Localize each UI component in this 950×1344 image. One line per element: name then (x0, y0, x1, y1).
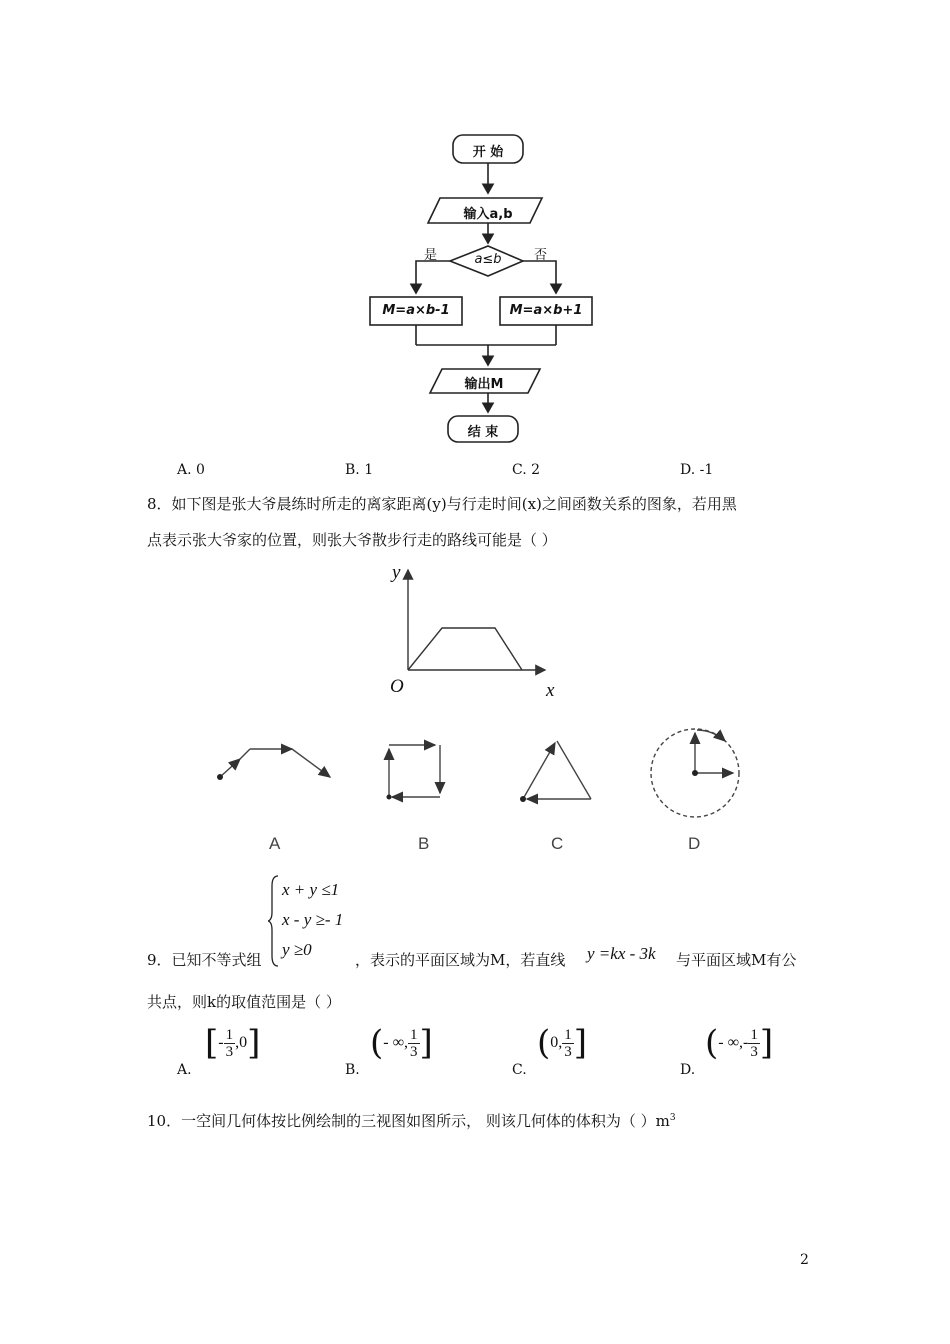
q9-option-label-c: C. (512, 1062, 527, 1078)
q9-a-left: - (218, 1034, 224, 1051)
q9-d-den: 3 (750, 1043, 758, 1060)
q9-a-num: 1 (225, 1026, 234, 1043)
q8-text-line1: 8．如下图是张大爷晨练时所走的离家距离(y)与行走时间(x)之间函数关系的图象，若用黑 (147, 495, 737, 513)
graph-origin-label: O (390, 676, 404, 697)
graph-y-label: y (392, 562, 401, 583)
graph-x-label: x (546, 680, 555, 701)
q9-b-left: - ∞, (383, 1034, 408, 1051)
q9-option-label-b: B. (345, 1062, 360, 1078)
q8-path-label-a: A (269, 834, 281, 853)
q10-text (147, 1108, 676, 1131)
q8-path-b (380, 735, 460, 815)
q8-path-a (210, 735, 340, 815)
q9-option-b-interval: ( - ∞, $\frac{1}{3}$ ] (370, 1023, 433, 1063)
page-number: 2 (800, 1252, 809, 1268)
q9-option-c-interval: ( 0, $\frac{1}{3}$ ] (537, 1023, 588, 1063)
q8-path-d (645, 725, 745, 825)
flowchart-yes-label: 是 (424, 248, 438, 263)
q9-a-right: ,0 (235, 1034, 248, 1051)
q10-unit-exponent: 3 (669, 1113, 676, 1123)
q9-c-den: 3 (564, 1043, 572, 1060)
q9-c-num: 1 (564, 1026, 572, 1043)
q8-text-line2: 点表示张大爷家的位置，则张大爷散步行走的路线可能是（ ） (147, 531, 557, 549)
q9-b-num: 1 (410, 1026, 418, 1043)
q9-option-label-d: D. (680, 1062, 696, 1078)
q9-text-suffix: 与平面区域M有公 (676, 951, 797, 969)
flowchart-right-box-label: M=a×b+1 (509, 303, 583, 318)
q9-text-mid: ，表示的平面区域为M，若直线 (355, 951, 566, 969)
flowchart (360, 125, 600, 455)
q8-path-label-b: B (418, 834, 430, 853)
q9-option-d-interval: ( - ∞,- $\frac{1}{3}$ ] (705, 1023, 774, 1063)
flowchart-start-label: 开 始 (472, 145, 504, 160)
q9-c-left: 0, (550, 1034, 563, 1051)
q8-path-label-c: C (551, 834, 564, 853)
home-dot-c (520, 796, 526, 802)
q9-d-left: - ∞,- (718, 1034, 749, 1051)
flowchart-output-label: 输出M (464, 377, 504, 392)
home-dot-d (692, 770, 698, 776)
q9-text-line2: 共点，则k的取值范围是（ ） (147, 993, 341, 1011)
q9-line-equation: y =kx - 3k (587, 944, 656, 963)
q9-text-prefix: 9．已知不等式组 (147, 951, 262, 969)
q9-ineq-1: x + y ≤1 (282, 880, 340, 899)
flowchart-no-label: 否 (534, 248, 548, 263)
q9-ineq-3: y ≥0 (282, 940, 312, 959)
q7-option-b: B. 1 (345, 462, 374, 478)
home-dot-b (387, 795, 392, 800)
flowchart-left-box-label: M=a×b-1 (382, 303, 450, 318)
q9-a-den: 3 (225, 1043, 234, 1060)
q7-option-c: C. 2 (512, 462, 541, 478)
q8-path-label-d: D (688, 834, 701, 853)
q7-option-a: A. 0 (177, 462, 205, 478)
q9-b-den: 3 (410, 1043, 418, 1060)
flowchart-input-label: 输入a,b (463, 207, 513, 222)
flowchart-end-label: 结 束 (467, 425, 499, 440)
q9-option-a-interval: [ - $\frac{1}{3}$ ,0 ] (205, 1023, 261, 1063)
q9-option-label-a: A. (177, 1062, 192, 1078)
distance-curve (408, 628, 522, 670)
q9-ineq-2: x - y ≥- 1 (282, 910, 344, 929)
q8-path-c (515, 735, 600, 815)
q9-system-brace (270, 874, 272, 966)
q10-question: 10．一空间几何体按比例绘制的三视图如图所示， 则该几何体的体积为（ ）m (147, 1112, 670, 1130)
home-dot-a (217, 774, 223, 780)
flowchart-condition-label: a≤b (474, 252, 502, 267)
q9-d-num: 1 (750, 1026, 758, 1043)
q7-option-d: D. -1 (680, 462, 714, 478)
